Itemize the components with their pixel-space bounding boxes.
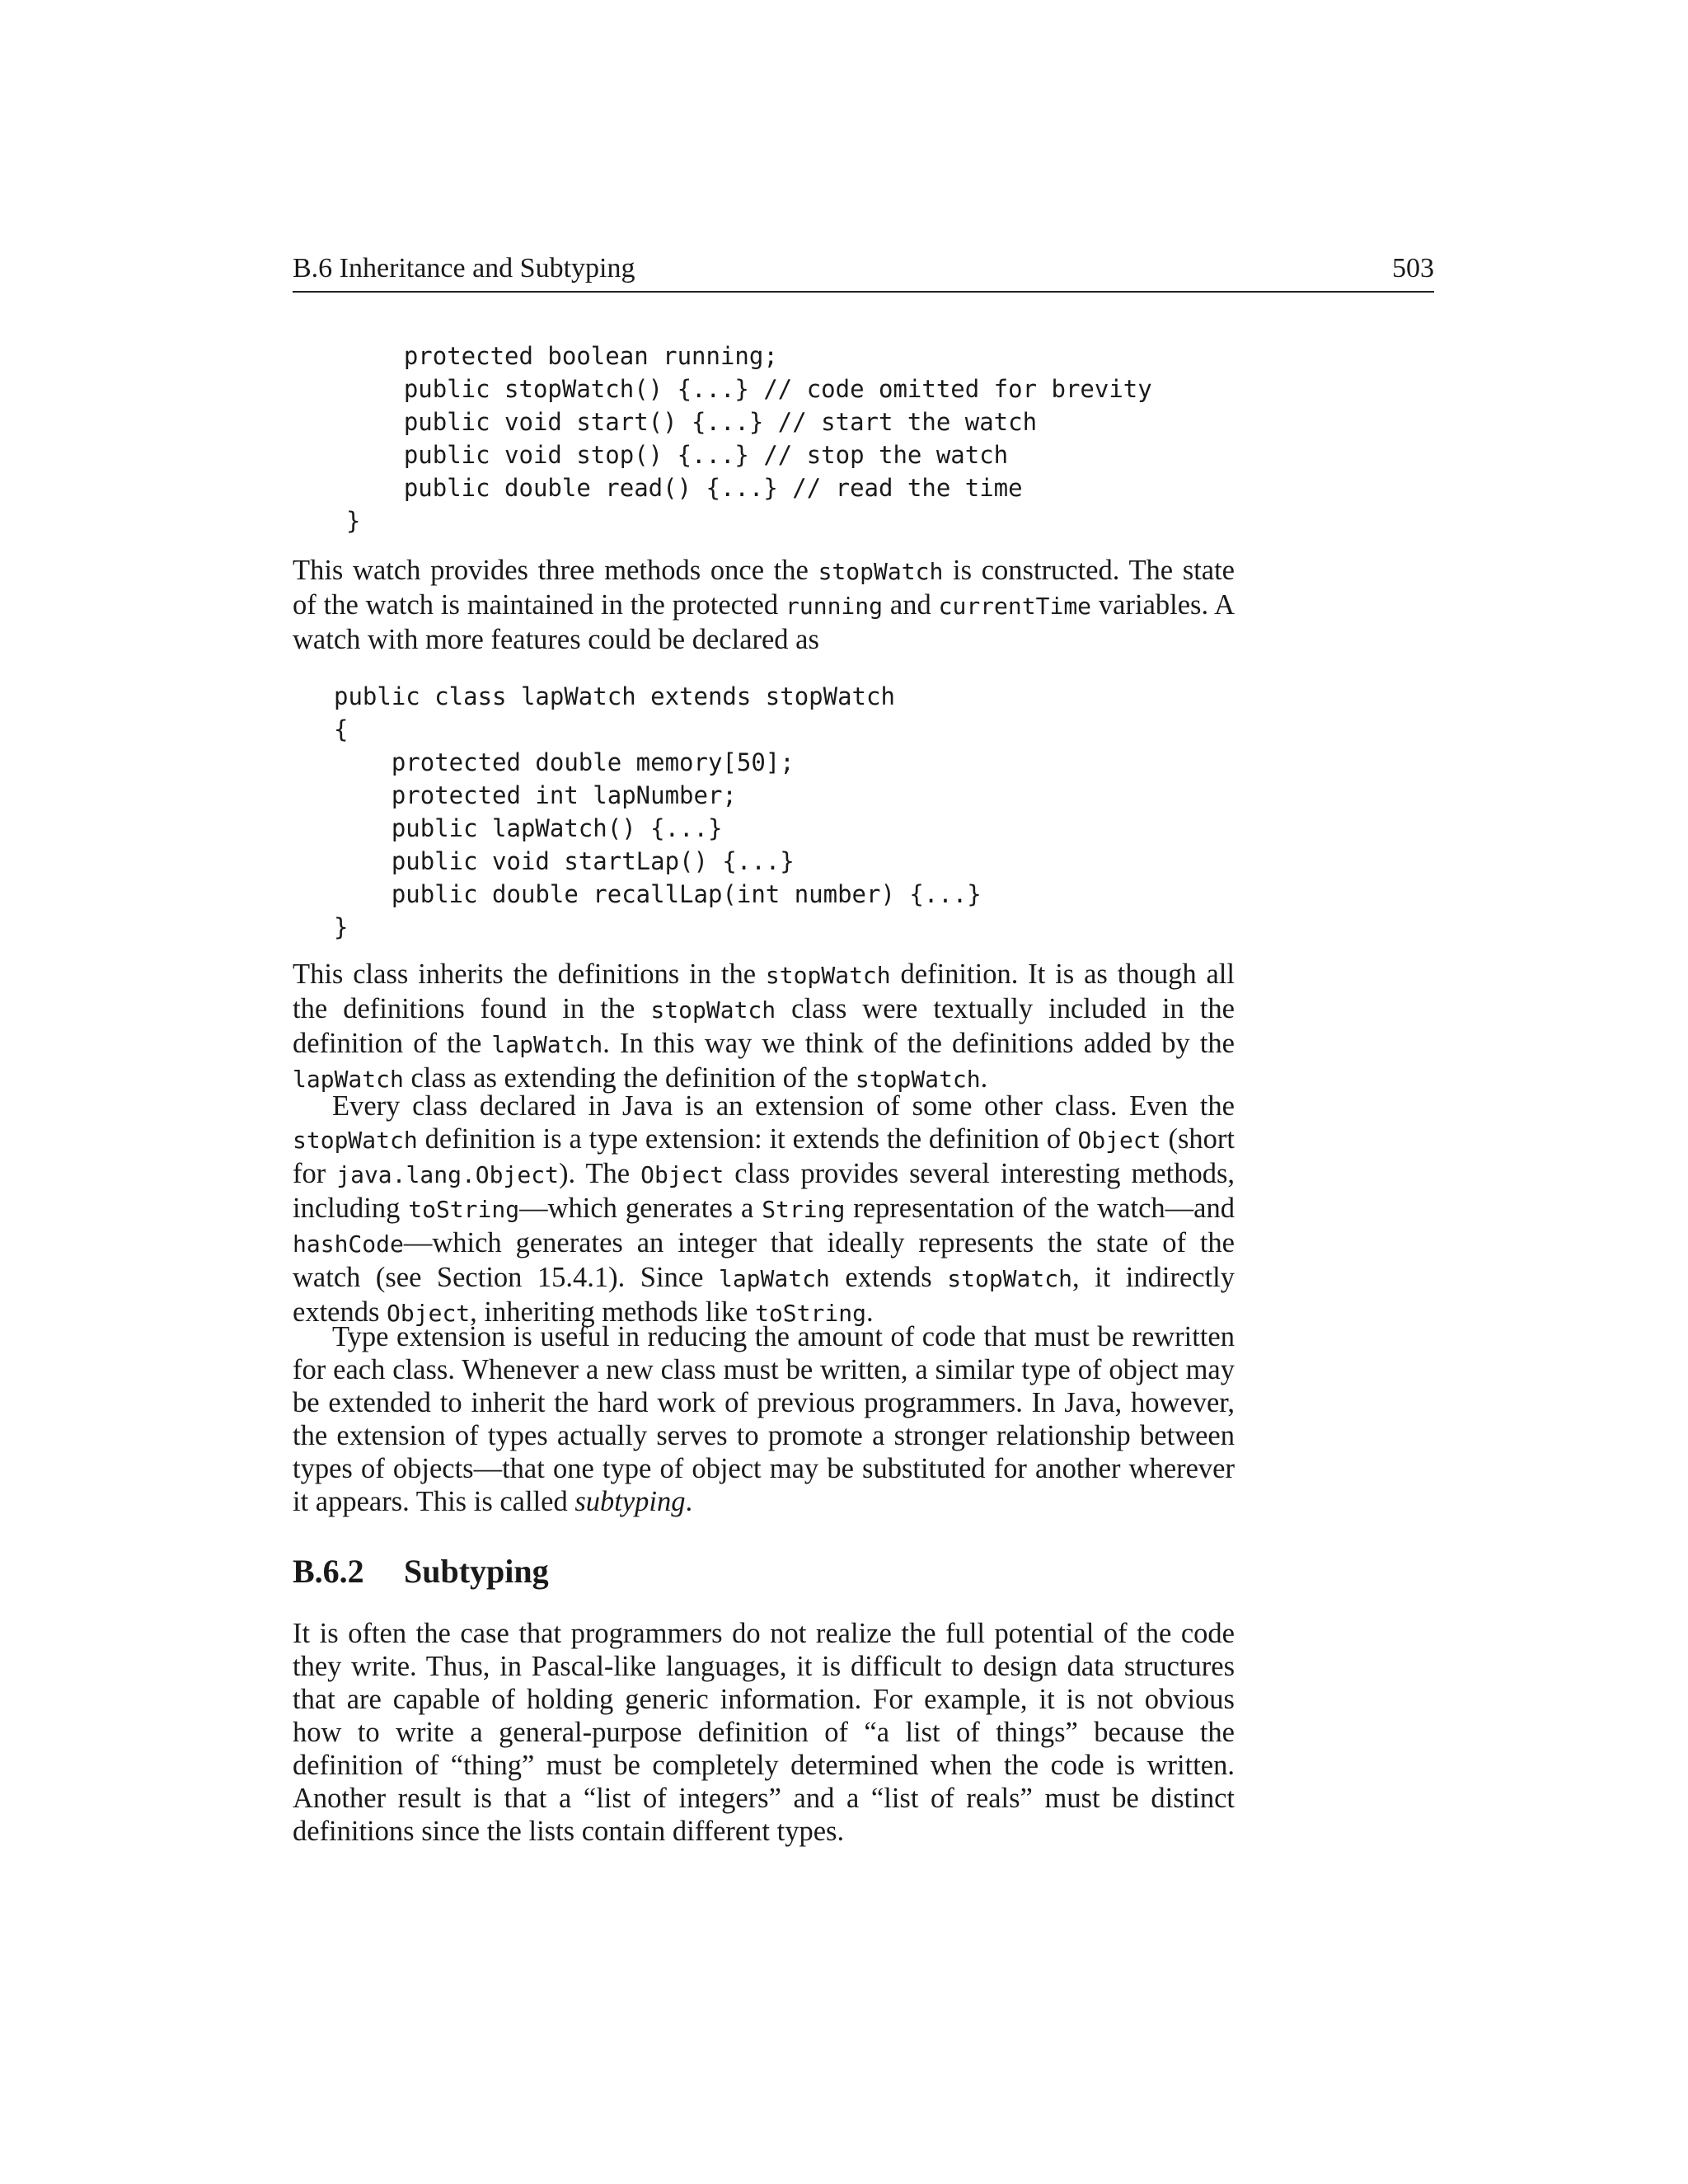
- text-run: , it indirectly extends: [293, 1262, 1235, 1328]
- inline-code: stopWatch: [818, 558, 944, 585]
- paragraph-watch-methods: [293, 554, 1235, 656]
- paragraph-inheritance: [293, 958, 1235, 1096]
- inline-code: stopWatch: [765, 962, 891, 989]
- text-run: Type extension is useful in reducing the amount of code that must be rewritten for each class. Whenever a new class must be written, a similar type of object may be extended to inherit the hard work of previous programmers. In Java, however, the extension of types actually serves to promote a stronger relationship between types of objects—that one type of object may be substituted for another wherever it appears. This is called: [293, 1321, 1235, 1517]
- header-section-title: B.6 Inheritance and Subtyping: [293, 253, 635, 284]
- inline-code: stopWatch: [650, 996, 776, 1024]
- inline-code: currentTime: [938, 593, 1092, 620]
- text-run: , inheriting methods like: [470, 1296, 756, 1328]
- paragraph-type-extension: [293, 1320, 1235, 1518]
- page-number: 503: [1392, 253, 1434, 284]
- running-header: [293, 251, 1434, 293]
- code-line: protected int lapNumber;: [334, 781, 737, 809]
- code-line: public void start() {...} // start the watch: [346, 408, 1038, 436]
- code-line: public double read() {...} // read the time: [346, 474, 1023, 502]
- text-run: class provides several interesting methods, including: [293, 1158, 1235, 1224]
- paragraph-class-extension: [293, 1090, 1235, 1330]
- text-run: definition. It is as though all the definitions found in the: [293, 958, 1235, 1024]
- code-line: public void startLap() {...}: [334, 847, 795, 875]
- text-run: definition is a type extension: it extends the definition of: [417, 1123, 1078, 1155]
- paragraph-subtyping-intro: [293, 1617, 1235, 1848]
- text-run: .: [685, 1486, 693, 1517]
- text-run: Every class declared in Java is an extension of some other class. Even the: [332, 1090, 1235, 1122]
- code-line: protected boolean running;: [346, 342, 778, 370]
- text-run: extends: [829, 1262, 948, 1293]
- inline-code: java.lang.Object: [336, 1161, 559, 1188]
- text-run: variables. A watch with more features could be declared as: [293, 589, 1235, 655]
- code-line: {: [334, 715, 349, 743]
- text-run: It is often the case that programmers do not realize the full potential of the code they write. Thus, in Pascal-like languages, it is difficult to design data structures that are capable of holding generic information. For example, it is not obvious how to write a general-purpose definition of “a list of things” because the definition of “thing” must be completely determined when the code is written. Another result is that a “list of integers” and a “list of reals” must be distinct definitions since the lists contain different types.: [293, 1618, 1235, 1847]
- inline-code: stopWatch: [947, 1265, 1072, 1292]
- inline-code: lapWatch: [293, 1066, 404, 1093]
- text-run: ). The: [558, 1158, 641, 1189]
- inline-code: toString: [755, 1300, 866, 1327]
- inline-code: Object: [640, 1161, 724, 1188]
- text-run: and: [883, 589, 939, 621]
- code-line: }: [346, 507, 361, 535]
- text-run: —which generates a: [519, 1193, 762, 1224]
- code-block-lapwatch: [334, 680, 982, 944]
- code-line: }: [334, 913, 349, 941]
- code-line: public double recallLap(int number) {...}: [334, 880, 982, 908]
- inline-code: stopWatch: [855, 1066, 981, 1093]
- code-line: public stopWatch() {...} // code omitted for brevity: [346, 375, 1152, 403]
- text-run: This watch provides three methods once the: [293, 555, 818, 586]
- inline-code: lapWatch: [718, 1265, 830, 1292]
- text-run: .: [865, 1296, 874, 1328]
- text-run: —which generates an integer that ideally represents the state of the watch (see Section 15.4.1). Since: [293, 1227, 1235, 1293]
- text-run: representation of the watch—and: [845, 1193, 1235, 1224]
- inline-code: Object: [1077, 1127, 1161, 1154]
- emphasis-subtyping: subtyping: [574, 1486, 686, 1517]
- code-line: public class lapWatch extends stopWatch: [334, 682, 895, 710]
- inline-code: lapWatch: [491, 1031, 603, 1058]
- text-run: class were textually included in the definition of the: [293, 993, 1235, 1059]
- section-title: Subtyping: [404, 1553, 549, 1590]
- code-block-stopwatch: [346, 340, 1152, 537]
- code-line: public void stop() {...} // stop the watch: [346, 441, 1009, 469]
- section-heading: [293, 1551, 549, 1592]
- code-line: protected double memory[50];: [334, 748, 795, 776]
- inline-code: running: [785, 593, 884, 620]
- code-line: public lapWatch() {...}: [334, 814, 723, 842]
- section-number: B.6.2: [293, 1553, 364, 1590]
- inline-code: Object: [387, 1300, 471, 1327]
- text-run: This class inherits the definitions in the: [293, 958, 766, 990]
- text-run: class as extending the definition of the: [403, 1062, 856, 1094]
- inline-code: String: [762, 1196, 846, 1223]
- text-run: (short for: [293, 1123, 1235, 1189]
- inline-code: stopWatch: [293, 1127, 418, 1154]
- text-run: is constructed. The state of the watch is maintained in the protected: [293, 555, 1235, 621]
- text-run: . In this way we think of the definitions added by the: [603, 1028, 1235, 1059]
- inline-code: hashCode: [293, 1230, 404, 1258]
- inline-code: toString: [408, 1196, 520, 1223]
- text-run: .: [980, 1062, 988, 1094]
